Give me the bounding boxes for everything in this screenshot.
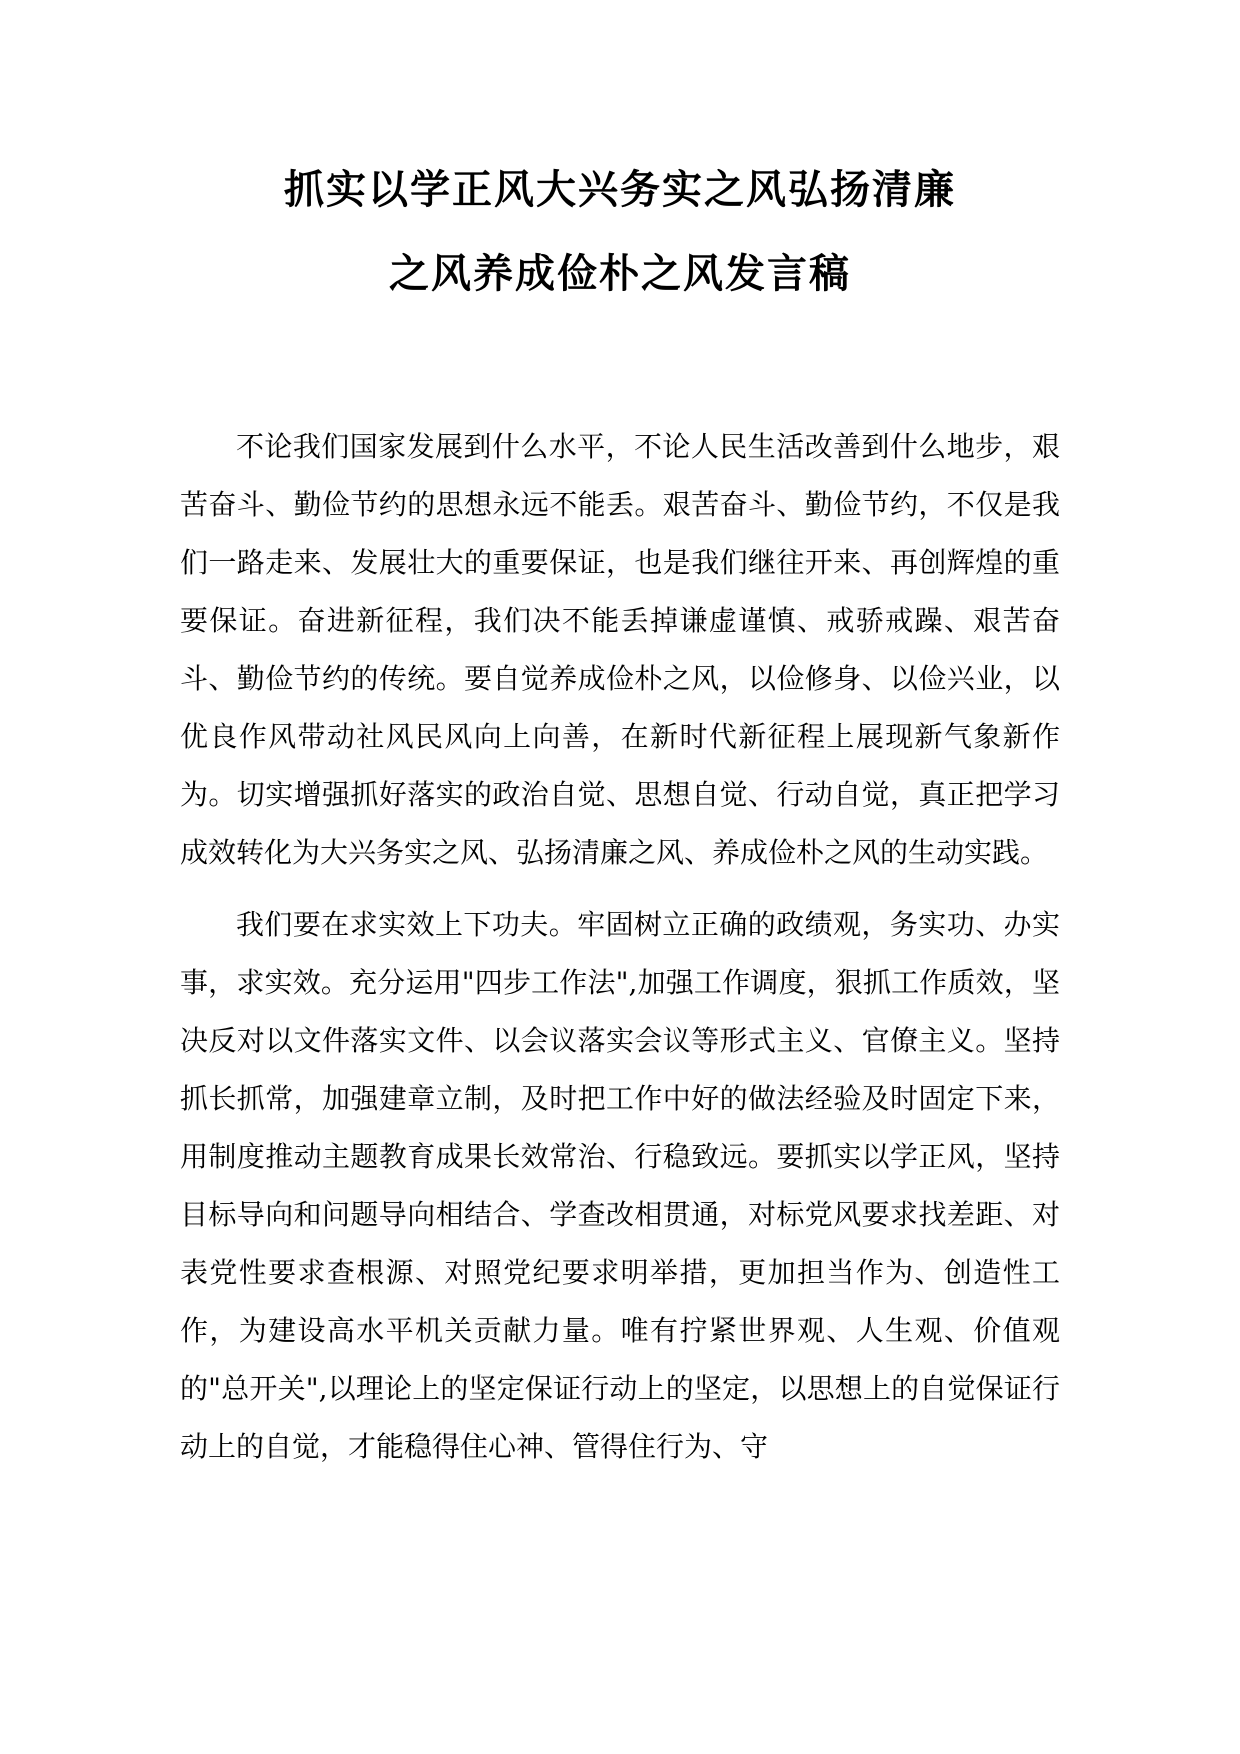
paragraph-1: 不论我们国家发展到什么水平，不论人民生活改善到什么地步，艰苦奋斗、勤俭节约的思想永远不能丢。艰苦奋斗、勤俭节约，不仅是我们一路走来、发展壮大的重要保证，也是我们继往开来、再创辉煌的重要保证。奋进新征程，我们决不能丢掉谦虚谨慎、戒骄戒躁、艰苦奋斗、勤俭节约的传统。要自觉养成俭朴之风，以俭修身、以俭兴业，以优良作风带动社风民风向上向善，在新时代新征程上展现新气象新作为。切实增强抓好落实的政治自觉、思想自觉、行动自觉，真正把学习成效转化为大兴务实之风、弘扬清廉之风、养成俭朴之风的生动实践。 [180,430,1060,869]
title-line-2: 之风养成俭朴之风发言稿 [389,251,851,297]
document-title [180,148,1060,316]
title-line-1: 抓实以学正风大兴务实之风弘扬清廉 [284,167,956,213]
paragraph-2: 我们要在求实效上下功夫。牢固树立正确的政绩观，务实功、办实事，求实效。充分运用"四步工作法",加强工作调度，狠抓工作质效，坚决反对以文件落实文件、以会议落实会议等形式主义、官僚主义。坚持抓长抓常，加强建章立制，及时把工作中好的做法经验及时固定下来，用制度推动主题教育成果长效常治、行稳致远。要抓实以学正风，坚持目标导向和问题导向相结合、学查改相贯通，对标党风要求找差距、对表党性要求查根源、对照党纪要求明举措，更加担当作为、创造性工作，为建设高水平机关贡献力量。唯有拧紧世界观、人生观、价值观的"总开关",以理论上的坚定保证行动上的坚定，以思想上的自觉保证行动上的自觉，才能稳得住心神、管得住行为、守 [180,908,1060,1463]
document-body [180,418,1060,1490]
